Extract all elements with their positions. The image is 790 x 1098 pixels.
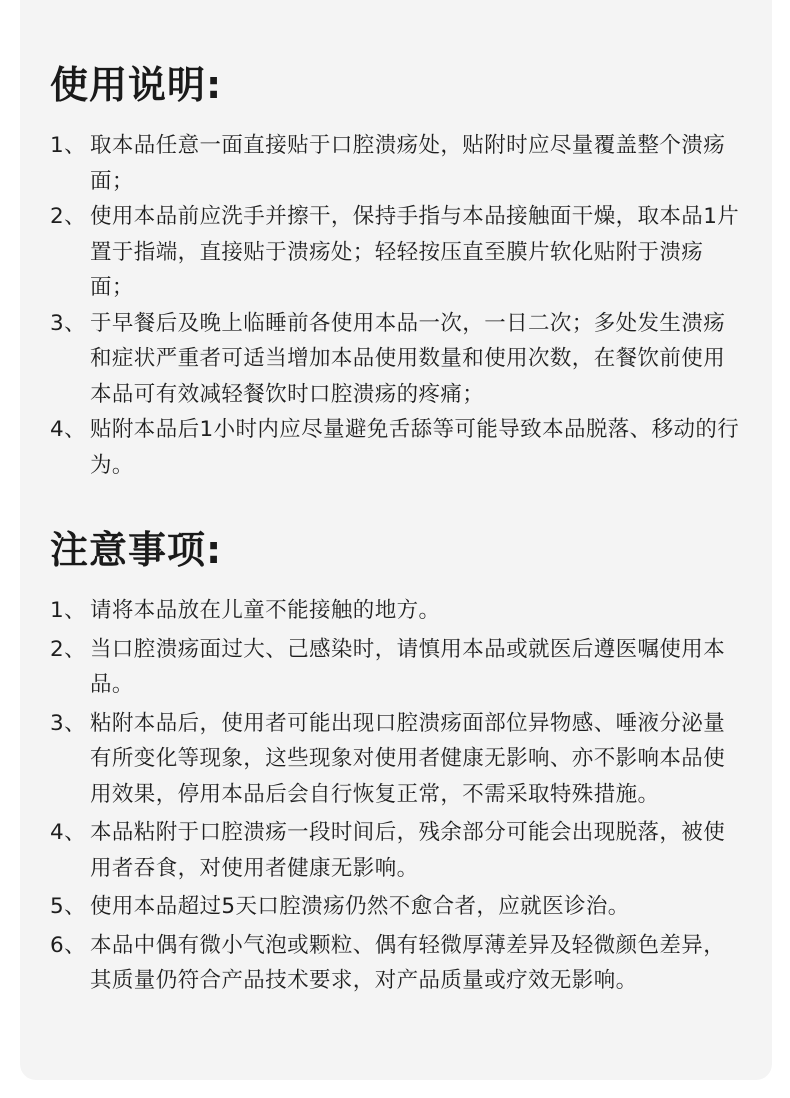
list-item-text: 使用本品前应洗手并擦干，保持手指与本品接触面干燥，取本品1片置于指端，直接贴于溃疡处；轻轻按压直至膜片软化贴附于溃疡面； bbox=[90, 204, 740, 300]
list-item-number: 3、 bbox=[50, 710, 86, 736]
list-item-number: 5、 bbox=[50, 894, 86, 919]
notes-list bbox=[50, 593, 744, 999]
list-item-text: 本品中偶有微小气泡或颗粒、偶有轻微厚薄差异及轻微颜色差异，其质量仍符合产品技术要求，对产品质量或疗效无影响。 bbox=[90, 932, 726, 993]
list-item bbox=[50, 815, 744, 886]
usage-section-title: 使用说明: bbox=[50, 63, 223, 107]
list-item-text: 请将本品放在儿童不能接触的地方。 bbox=[90, 598, 441, 623]
notes-section-title: 注意事项: bbox=[50, 528, 223, 572]
list-item-number: 2、 bbox=[50, 636, 86, 662]
list-item-text: 本品粘附于口腔溃疡一段时间后，残余部分可能会出现脱落，被使用者吞食，对使用者健康无影响。 bbox=[90, 820, 726, 881]
list-item bbox=[50, 412, 744, 483]
instruction-card bbox=[20, 0, 772, 1080]
list-item-text: 于早餐后及晚上临睡前各使用本品一次，一日二次；多处发生溃疡和症状严重者可适当增加本品使用数量和使用次数，在餐饮前使用本品可有效减轻餐饮时口腔溃疡的疼痛； bbox=[90, 310, 726, 407]
list-item bbox=[50, 632, 744, 703]
list-item bbox=[50, 593, 744, 629]
list-item bbox=[50, 889, 744, 925]
list-item-text: 粘附本品后，使用者可能出现口腔溃疡面部位异物感、唾液分泌量有所变化等现象，这些现象对使用者健康无影响、亦不影响本品使用效果，停用本品后会自行恢复正常，不需采取特殊措施。 bbox=[90, 710, 726, 807]
list-item-number: 4、 bbox=[50, 417, 86, 442]
list-item-number: 6、 bbox=[50, 932, 86, 958]
list-item-text: 取本品任意一面直接贴于口腔溃疡处，贴附时应尽量覆盖整个溃疡面； bbox=[90, 133, 726, 194]
list-item-number: 1、 bbox=[50, 133, 86, 158]
list-item-text: 使用本品超过5天口腔溃疡仍然不愈合者，应就医诊治。 bbox=[90, 894, 630, 919]
list-item-text: 贴附本品后1小时内应尽量避免舌舔等可能导致本品脱落、移动的行为。 bbox=[90, 417, 740, 478]
list-item-text: 当口腔溃疡面过大、己感染时，请慎用本品或就医后遵医嘱使用本品。 bbox=[90, 636, 726, 697]
list-item bbox=[50, 128, 744, 199]
list-item-number: 3、 bbox=[50, 310, 86, 336]
list-item bbox=[50, 306, 744, 413]
list-item bbox=[50, 706, 744, 813]
list-item bbox=[50, 199, 744, 306]
list-item-number: 1、 bbox=[50, 598, 86, 623]
usage-list bbox=[50, 128, 744, 483]
list-item bbox=[50, 928, 744, 999]
list-item-number: 4、 bbox=[50, 820, 86, 845]
list-item-number: 2、 bbox=[50, 204, 86, 229]
